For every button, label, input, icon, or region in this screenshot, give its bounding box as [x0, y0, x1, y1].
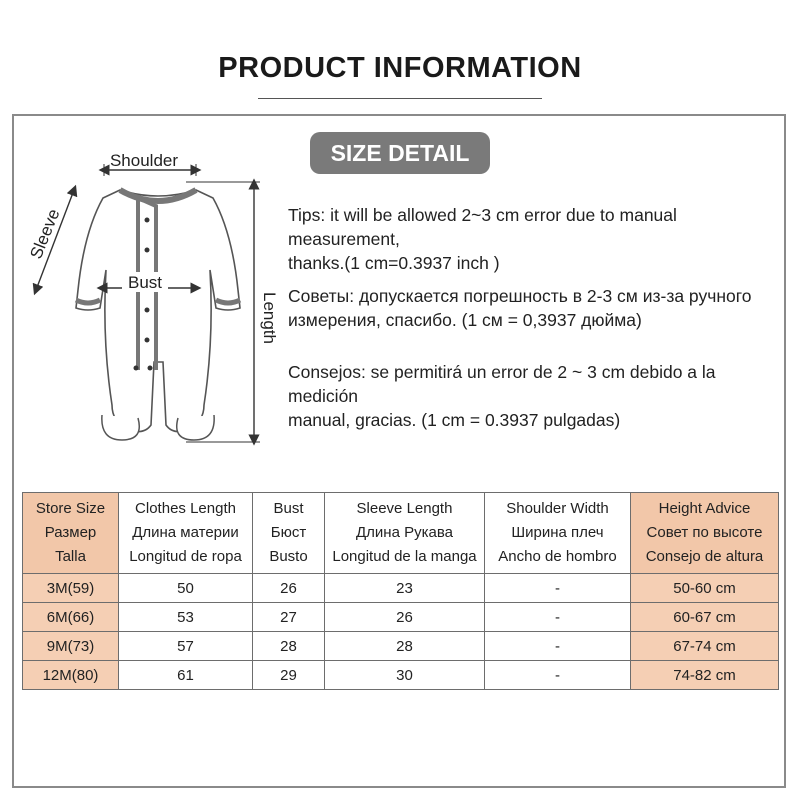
- tip-spanish: [288, 360, 788, 432]
- title-underline: [258, 98, 542, 99]
- length-label: Length: [260, 292, 279, 344]
- shoulder-label: Shoulder: [109, 151, 179, 170]
- cell-bust: 27: [253, 603, 325, 632]
- cell-clothes-length: 50: [119, 574, 253, 603]
- tip-english-line2: thanks.(1 cm=0.3937 inch ): [288, 253, 500, 273]
- cell-clothes-length: 53: [119, 603, 253, 632]
- cell-store-size: 6M(66): [23, 603, 119, 632]
- sleeve-label: Sleeve: [26, 206, 64, 262]
- header-shoulder-width: Shoulder Width Ширина плеч Ancho de hombro: [485, 493, 631, 574]
- size-table: [22, 492, 779, 690]
- cell-bust: 29: [253, 661, 325, 690]
- cell-shoulder-width: -: [485, 661, 631, 690]
- size-detail-badge: SIZE DETAIL: [310, 132, 490, 174]
- cell-height-advice: 50-60 cm: [631, 574, 779, 603]
- table-row: [23, 603, 779, 632]
- header-clothes-length: Clothes Length Длина материи Longitud de ropa: [119, 493, 253, 574]
- cell-clothes-length: 61: [119, 661, 253, 690]
- bust-label: Bust: [127, 273, 163, 292]
- header-store-size: Store Size Размер Talla: [23, 493, 119, 574]
- tip-russian-line1: Советы: допускается погрешность в 2-3 см из-за ручного: [288, 286, 752, 306]
- cell-sleeve-length: 30: [325, 661, 485, 690]
- table-row: [23, 632, 779, 661]
- tip-spanish-line2: manual, gracias. (1 cm = 0.3937 pulgadas): [288, 410, 621, 430]
- cell-sleeve-length: 23: [325, 574, 485, 603]
- cell-shoulder-width: -: [485, 632, 631, 661]
- table-row: [23, 661, 779, 690]
- tip-russian-line2: измерения, спасибо. (1 см = 0,3937 дюйма): [288, 310, 642, 330]
- tip-english: [288, 203, 788, 275]
- romper-foot-left: [102, 415, 139, 440]
- cell-height-advice: 60-67 cm: [631, 603, 779, 632]
- tip-spanish-line1: Consejos: se permitirá un error de 2 ~ 3 cm debido a la medición: [288, 362, 716, 406]
- cell-sleeve-length: 26: [325, 603, 485, 632]
- tip-russian: [288, 284, 758, 332]
- cell-bust: 26: [253, 574, 325, 603]
- romper-diagram: [18, 140, 293, 455]
- cell-height-advice: 67-74 cm: [631, 632, 779, 661]
- cell-clothes-length: 57: [119, 632, 253, 661]
- cell-shoulder-width: -: [485, 603, 631, 632]
- cell-sleeve-length: 28: [325, 632, 485, 661]
- cell-store-size: 3M(59): [23, 574, 119, 603]
- cell-store-size: 12M(80): [23, 661, 119, 690]
- table-row: [23, 574, 779, 603]
- cell-height-advice: 74-82 cm: [631, 661, 779, 690]
- page-title: PRODUCT INFORMATION: [218, 52, 582, 84]
- cell-store-size: 9M(73): [23, 632, 119, 661]
- romper-foot-right: [177, 415, 214, 440]
- header-bust: Bust Бюст Busto: [253, 493, 325, 574]
- header-sleeve-length: Sleeve Length Длина Рукава Longitud de la manga: [325, 493, 485, 574]
- header-height-advice: Height Advice Совет по высоте Consejo de altura: [631, 493, 779, 574]
- tip-english-line1: Tips: it will be allowed 2~3 cm error due to manual measurement,: [288, 205, 677, 249]
- table-header-row: [23, 493, 779, 574]
- cell-shoulder-width: -: [485, 574, 631, 603]
- cell-bust: 28: [253, 632, 325, 661]
